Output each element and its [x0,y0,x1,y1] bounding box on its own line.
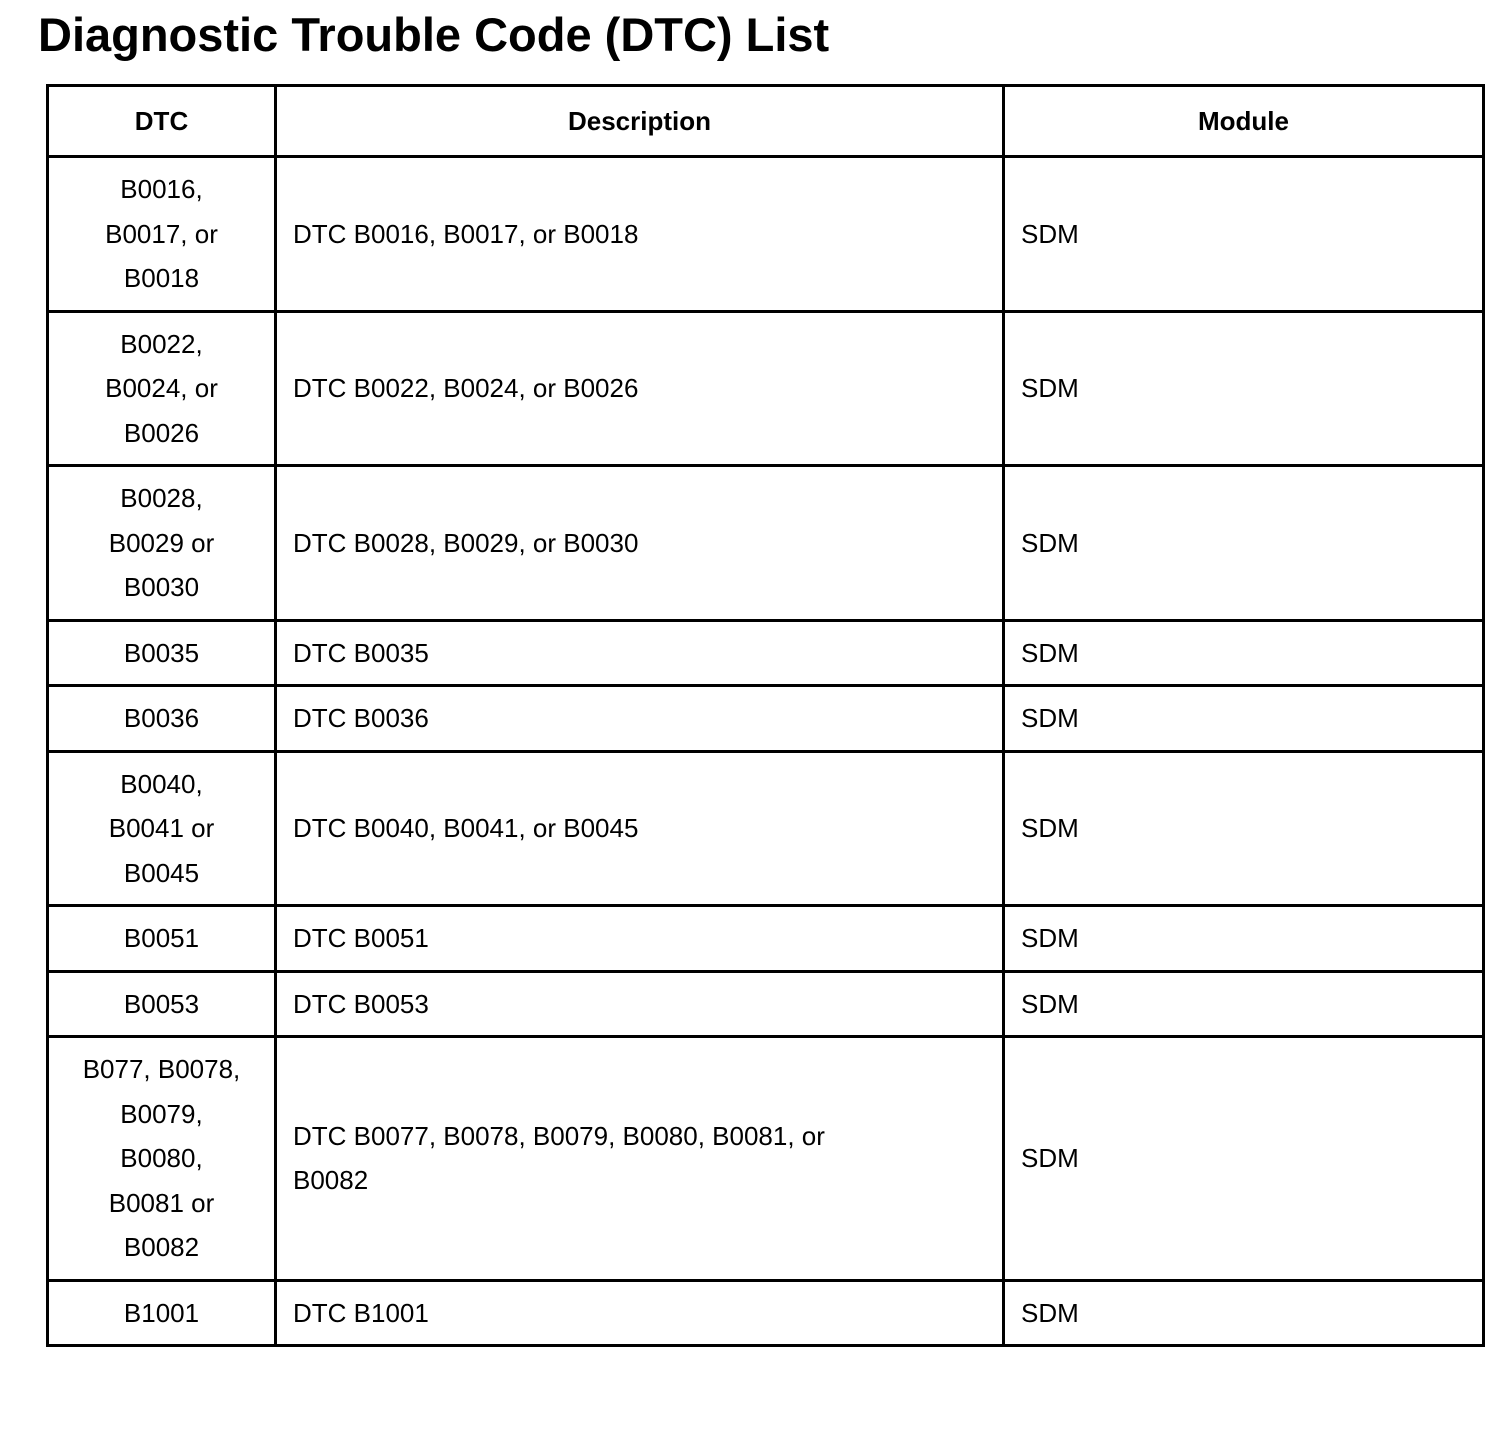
description-cell: DTC B0051 [276,906,1004,972]
dtc-cell: B0040, B0041 or B0045 [48,751,276,906]
description-cell: DTC B0077, B0078, B0079, B0080, B0081, or B0082 [276,1037,1004,1281]
table-row [48,157,1484,312]
module-cell: SDM [1004,466,1484,621]
table-row [48,311,1484,466]
description-cell: DTC B0028, B0029, or B0030 [276,466,1004,621]
module-cell: SDM [1004,686,1484,752]
table-row [48,751,1484,906]
module-cell: SDM [1004,620,1484,686]
table-row [48,906,1484,972]
dtc-cell: B0035 [48,620,276,686]
column-header-description: Description [276,86,1004,157]
dtc-table [46,84,1485,1347]
module-cell: SDM [1004,157,1484,312]
table-header-row [48,86,1484,157]
module-cell: SDM [1004,1037,1484,1281]
module-cell: SDM [1004,1280,1484,1346]
column-header-dtc: DTC [48,86,276,157]
page-title: Diagnostic Trouble Code (DTC) List [38,8,830,61]
description-cell: DTC B1001 [276,1280,1004,1346]
column-header-module: Module [1004,86,1484,157]
dtc-cell: B1001 [48,1280,276,1346]
dtc-cell: B0051 [48,906,276,972]
description-cell: DTC B0036 [276,686,1004,752]
table-row [48,686,1484,752]
table-row [48,1037,1484,1281]
module-cell: SDM [1004,906,1484,972]
description-cell: DTC B0040, B0041, or B0045 [276,751,1004,906]
module-cell: SDM [1004,971,1484,1037]
table-row [48,620,1484,686]
description-cell: DTC B0053 [276,971,1004,1037]
table-row [48,971,1484,1037]
description-cell: DTC B0035 [276,620,1004,686]
module-cell: SDM [1004,311,1484,466]
dtc-cell: B0053 [48,971,276,1037]
dtc-cell: B0022, B0024, or B0026 [48,311,276,466]
description-cell: DTC B0016, B0017, or B0018 [276,157,1004,312]
table-row [48,1280,1484,1346]
dtc-cell: B0028, B0029 or B0030 [48,466,276,621]
module-cell: SDM [1004,751,1484,906]
table-row [48,466,1484,621]
dtc-cell: B077, B0078, B0079, B0080, B0081 or B0082 [48,1037,276,1281]
dtc-cell: B0036 [48,686,276,752]
dtc-cell: B0016, B0017, or B0018 [48,157,276,312]
description-cell: DTC B0022, B0024, or B0026 [276,311,1004,466]
